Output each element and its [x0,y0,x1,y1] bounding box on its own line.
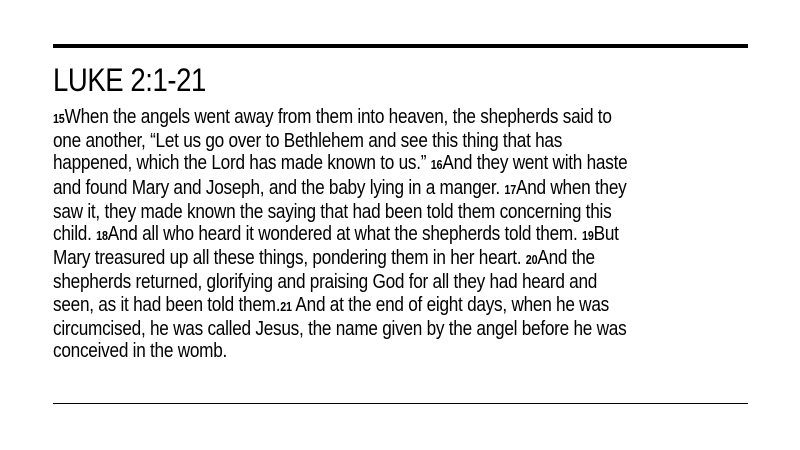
verse-text: And when they [516,176,627,199]
verse-text: And at the end of eight days, when he was [291,293,610,316]
verse-text: and found Mary and Joseph, and the baby lying in a manger. [53,176,505,199]
passage-line [53,294,741,318]
verse-text: child. [53,223,97,246]
verse-text: And they went with haste [442,152,628,175]
passage-line [53,152,741,176]
passage-line [53,177,741,201]
verse-number: 20 [525,253,538,268]
passage-line [53,340,741,362]
verse-text: saw it, they made known the saying that had been told them concerning this [53,200,612,223]
verse-text: shepherds returned, glorifying and praising God for all they had heard and [53,271,598,294]
passage-line [53,106,741,130]
bottom-divider [53,403,748,404]
verse-text: And all who heard it wondered at what the shepherds told them. [107,223,583,246]
verse-text: seen, as it had been told them. [53,293,281,316]
passage-line [53,130,741,152]
verse-number: 19 [582,229,594,244]
verse-number: 21 [280,299,292,314]
verse-text: And the [537,247,595,270]
verse-number: 17 [504,182,517,197]
passage-reference-title: LUKE 2:1-21 [53,62,206,98]
verse-text: When the angels went away from them into heaven, the shepherds said to [64,106,612,128]
passage-line [53,223,741,247]
verse-number: 15 [53,112,65,126]
passage-line [53,247,741,271]
verse-number: 18 [96,229,108,244]
passage-text [53,106,741,362]
verse-text: one another, “Let us go over to Bethlehem and see this thing that has [53,130,563,153]
passage-line [53,201,741,223]
verse-text: conceived in the womb. [53,340,228,363]
verse-number: 16 [430,158,443,173]
verse-text: circumcised, he was called Jesus, the name given by the angel before he was [53,317,627,340]
verse-text: happened, which the Lord has made known to us.” [53,152,431,175]
verse-text: Mary treasured up all these things, pondering them in her heart. [53,247,526,270]
top-divider [53,44,748,48]
verse-text: But [593,223,619,246]
passage-line [53,271,741,293]
passage-line [53,318,741,340]
